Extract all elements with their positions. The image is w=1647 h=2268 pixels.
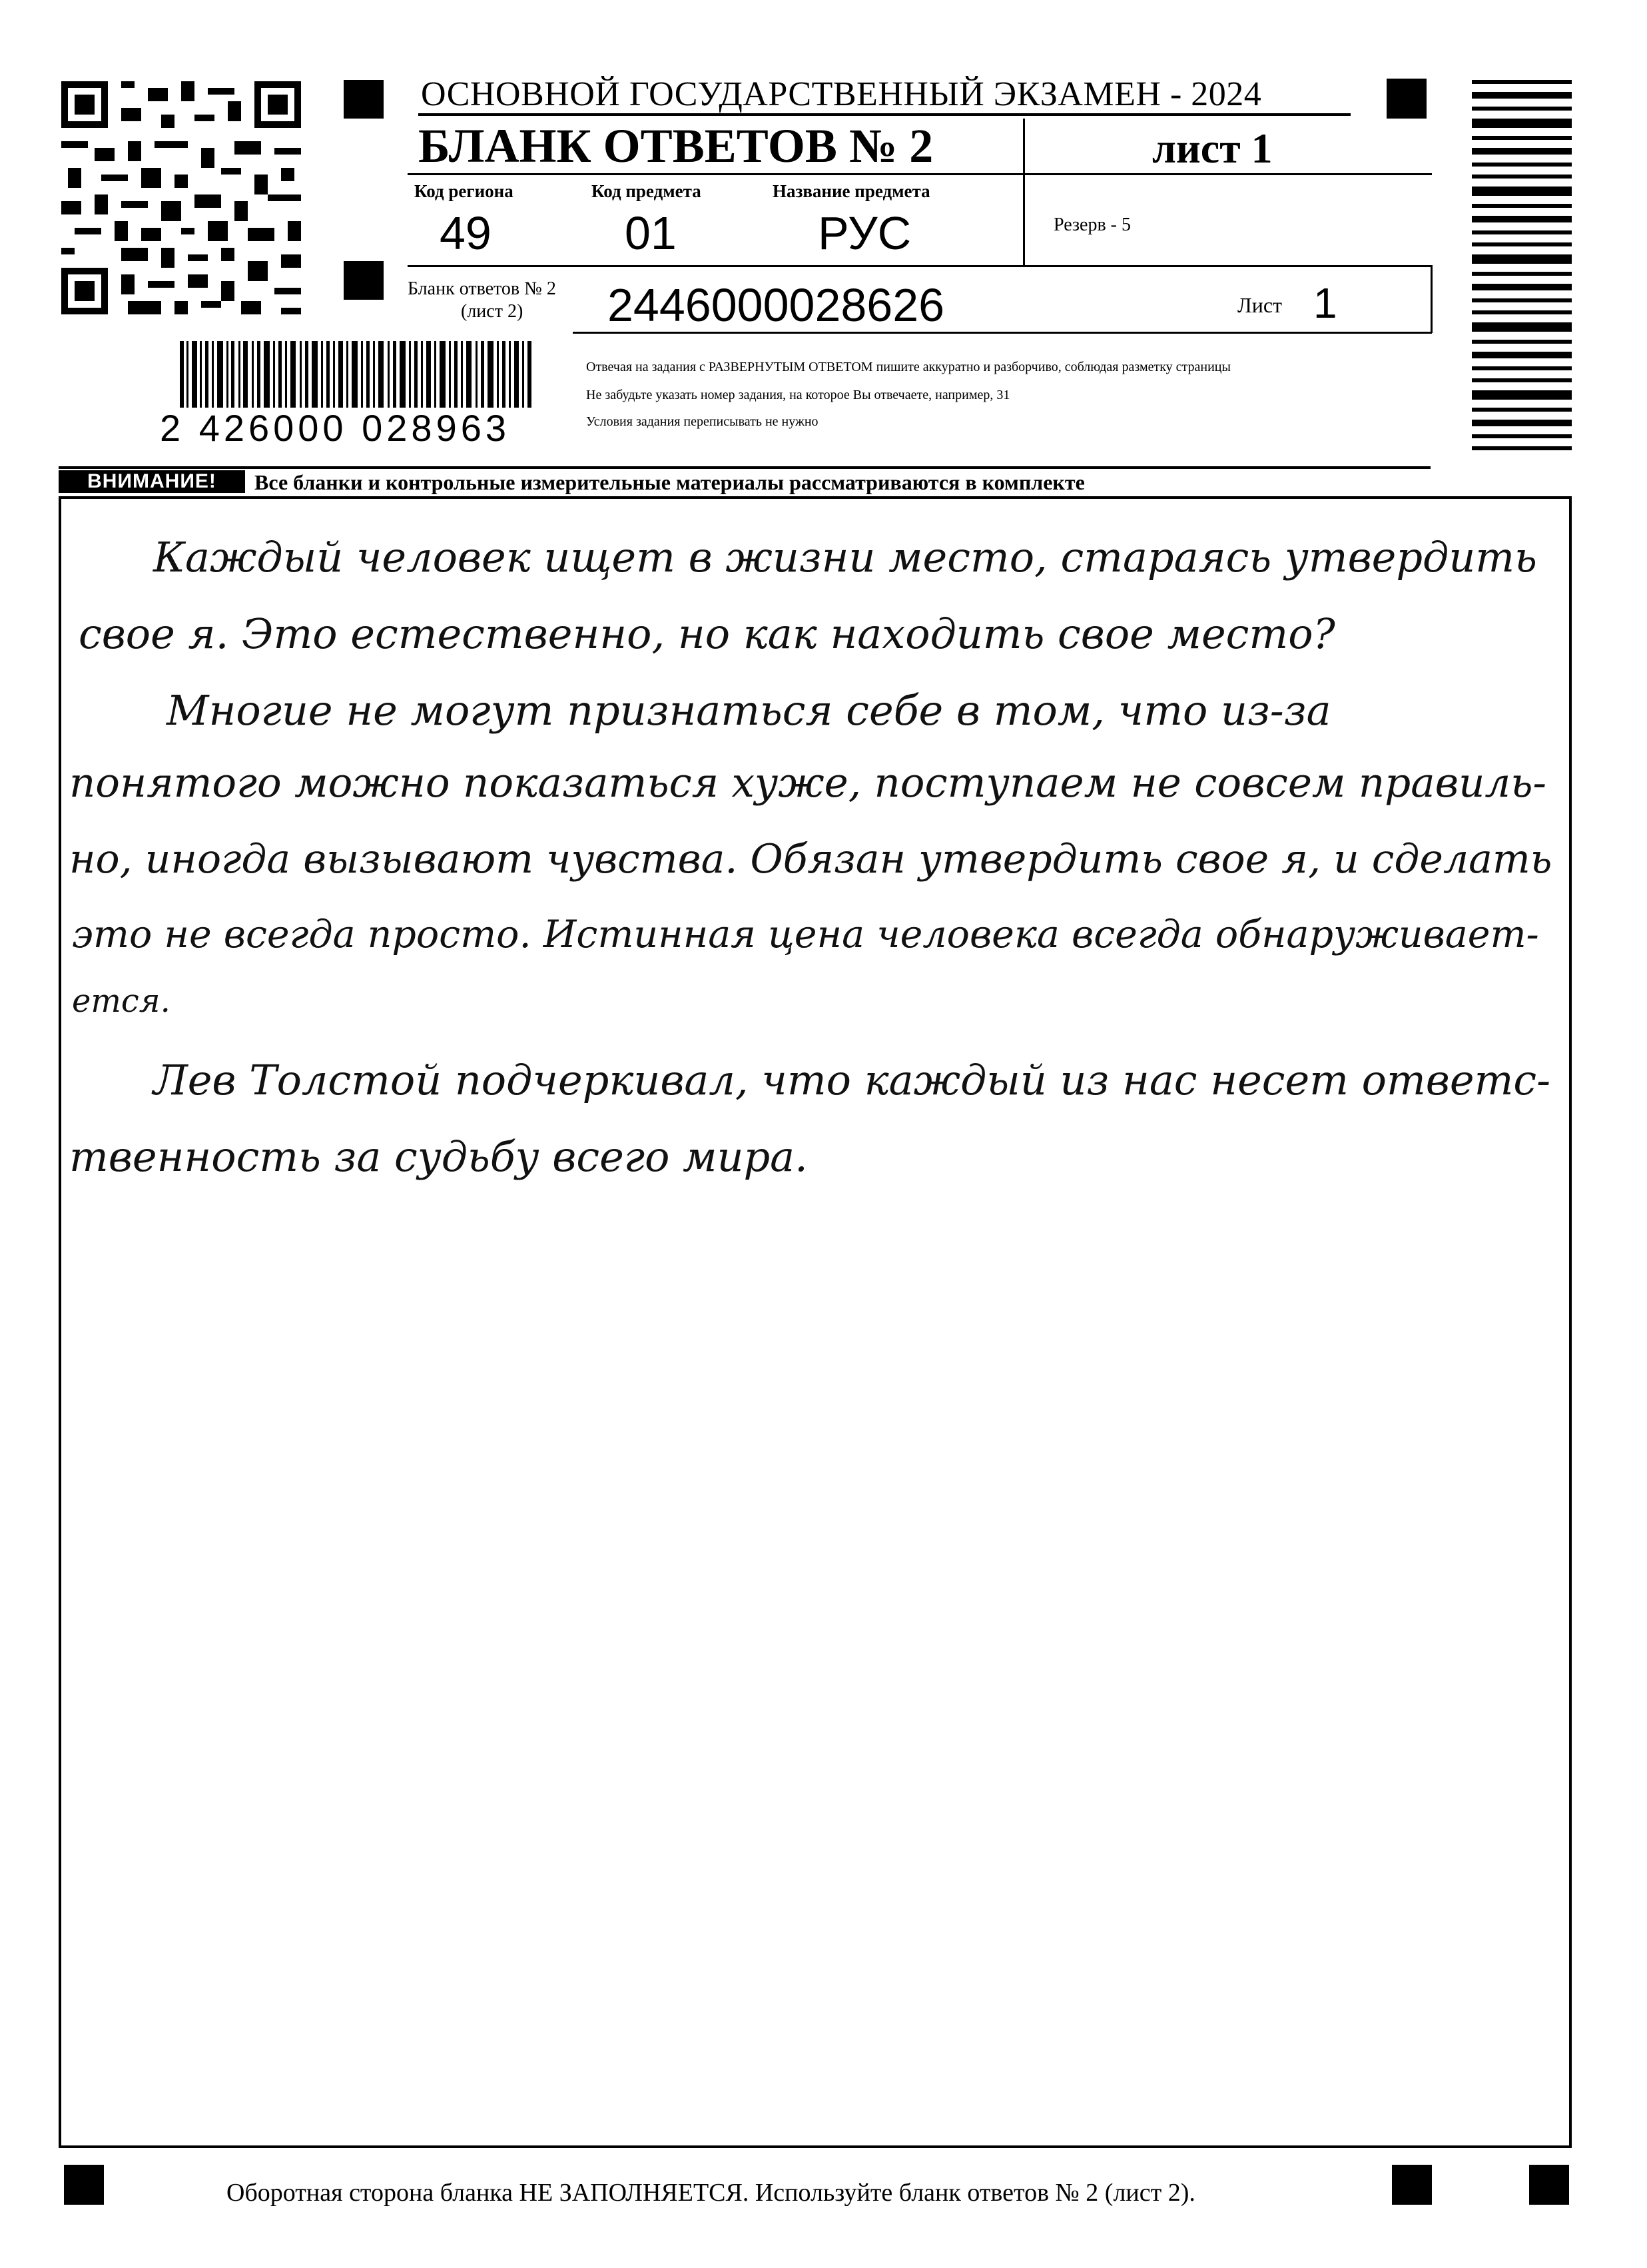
region-code-label: Код региона <box>414 181 513 201</box>
reserve-label: Резерв - 5 <box>1054 214 1132 235</box>
attention-rule <box>59 466 1431 469</box>
answer-line: это не всегда просто. Истинная цена человека всегда обнаруживает- <box>72 913 1539 956</box>
qr-code <box>61 81 301 314</box>
sheet-title: лист 1 <box>1152 125 1273 172</box>
alignment-marker <box>1392 2165 1432 2205</box>
header-divider <box>1431 265 1433 333</box>
barcode <box>180 341 533 408</box>
answer-line: Лев Толстой подчеркивал, что каждый из нас несет ответс- <box>153 1056 1551 1104</box>
answer-line: Каждый человек ищет в жизни место, стараясь утвердить <box>153 533 1537 581</box>
header-rule <box>408 173 1432 175</box>
form-number: 2446000028626 <box>607 279 945 331</box>
barcode-number: 2 426000 028963 <box>160 407 510 449</box>
answer-line: твенность за судьбу всего мира. <box>69 1132 808 1181</box>
form-ref-label: Бланк ответов № 2 <box>408 278 556 299</box>
sheet-number: 1 <box>1313 279 1337 327</box>
header-rule <box>408 265 1432 267</box>
answer-line: Многие не могут признаться себе в том, что из-за <box>166 686 1331 735</box>
subject-code: 01 <box>625 207 677 259</box>
subject-name: РУС <box>818 207 912 259</box>
form-title: БЛАНК ОТВЕТОВ № 2 <box>418 119 934 173</box>
instruction-line: Не забудьте указать номер задания, на которое Вы отвечаете, например, 31 <box>586 388 1010 402</box>
exam-title: ОСНОВНОЙ ГОСУДАРСТВЕННЫЙ ЭКЗАМЕН - 2024 <box>421 75 1262 113</box>
region-code: 49 <box>440 207 492 259</box>
stripe-code <box>1472 80 1572 453</box>
footer-note: Оборотная сторона бланка НЕ ЗАПОЛНЯЕТСЯ. Используйте бланк ответов № 2 (лист 2). <box>226 2179 1195 2207</box>
subject-code-label: Код предмета <box>591 181 701 201</box>
attention-text: Все бланки и контрольные измерительные материалы рассматриваются в комплекте <box>254 470 1085 494</box>
answer-line: но, иногда вызывают чувства. Обязан утвердить свое я, и сделать <box>69 836 1552 883</box>
alignment-marker <box>344 80 384 119</box>
header-rule <box>573 332 1432 334</box>
alignment-marker <box>1387 79 1427 119</box>
form-ref-sublabel: (лист 2) <box>461 301 523 322</box>
alignment-marker <box>1529 2165 1569 2205</box>
sheet-label: Лист <box>1237 293 1283 317</box>
alignment-marker <box>64 2165 104 2205</box>
alignment-marker <box>344 261 384 300</box>
subject-name-label: Название предмета <box>773 181 930 201</box>
instruction-line: Условия задания переписывать не нужно <box>586 414 819 429</box>
answer-line: свое я. Это естественно, но как находить свое место? <box>79 609 1335 658</box>
answer-line: ется. <box>72 982 170 1020</box>
instruction-line: Отвечая на задания с РАЗВЕРНУТЫМ ОТВЕТОМ пишите аккуратно и разборчиво, соблюдая разметку страницы <box>586 360 1231 374</box>
attention-badge: ВНИМАНИЕ! <box>59 470 245 493</box>
answer-box <box>59 496 1572 2148</box>
exam-title-underline <box>418 113 1351 116</box>
answer-line: понятого можно показаться хуже, поступаем не совсем правиль- <box>69 759 1547 807</box>
header-divider <box>1023 119 1025 266</box>
